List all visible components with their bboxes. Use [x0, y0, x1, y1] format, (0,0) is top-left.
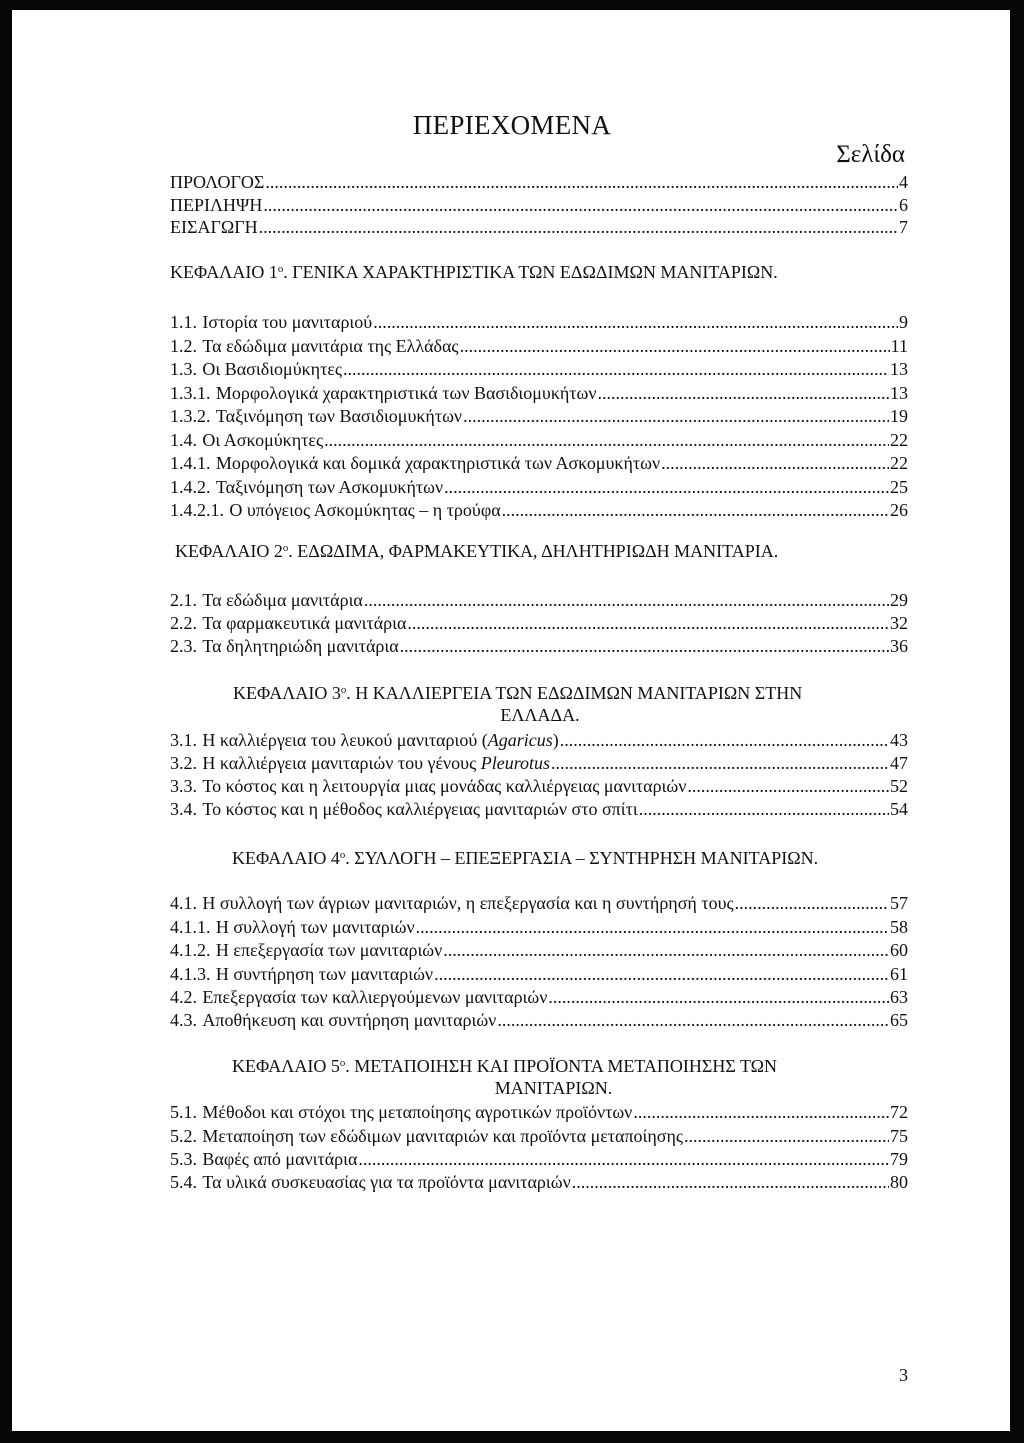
entry-page-number: 25 [890, 476, 908, 497]
entry-page-number: 60 [890, 940, 908, 961]
entry-title: Επεξεργασία των καλλιεργούμενων μανιταριών [202, 986, 548, 1007]
chapter-ordinal: ο [339, 848, 346, 861]
toc-entry [170, 1148, 908, 1171]
toc-entry [170, 775, 908, 798]
dot-leader [684, 1125, 889, 1148]
toc-entry [170, 405, 908, 429]
chapter-ordinal: ο [340, 684, 347, 697]
entry-title: Βαφές από μανιτάρια [202, 1148, 358, 1169]
entry-text [170, 452, 660, 476]
toc-entry [170, 452, 908, 476]
entry-page-number: 54 [890, 798, 908, 819]
toc-entry [170, 358, 908, 382]
chapter-label: ΚΕΦΑΛΑΙΟ 4 [232, 847, 340, 868]
chapter-heading [170, 261, 778, 284]
entry-title: Μέθοδοι και στόχοι της μεταποίησης αγροτικών προϊόντων [202, 1102, 633, 1123]
toc-entry [170, 939, 908, 962]
entry-text [170, 963, 433, 986]
chapter-section-list [170, 1101, 908, 1194]
entry-number: 4.1. [170, 893, 197, 914]
entry-text [170, 892, 734, 915]
toc-entry [170, 1101, 908, 1124]
dot-leader [400, 635, 889, 658]
chapter-heading-continued: ΜΑΝΙΤΑΡΙΩΝ. [494, 1078, 613, 1098]
entry-number: 4.2. [170, 986, 197, 1007]
entry-text [170, 429, 323, 453]
entry-number: 1.3.1. [170, 382, 211, 403]
toc-entry [170, 635, 908, 658]
entry-text [170, 1125, 683, 1148]
entry-number: 1.2. [170, 335, 197, 356]
entry-page-number: 19 [890, 406, 908, 426]
chapter-heading [232, 1055, 777, 1077]
entry-page-number: 32 [890, 612, 908, 633]
entry-title: Η συλλογή των μανιταριών [215, 916, 415, 937]
entry-page-number: 7 [899, 217, 908, 237]
entry-number: 5.3. [170, 1148, 197, 1169]
dot-leader [633, 1101, 889, 1124]
entry-title: Ο υπόγειος Ασκομύκητας – η τρούφα [229, 500, 501, 520]
chapter-ordinal: ο [277, 262, 284, 275]
toc-entry [170, 1125, 908, 1148]
dot-leader [263, 194, 898, 217]
entry-page-number: 11 [890, 335, 908, 356]
dot-leader [443, 939, 889, 962]
entry-title: Μορφολογικά και δομικά χαρακτηριστικά των Ασκομυκήτων [215, 453, 661, 473]
entry-title: Οι Βασιδιομύκητες [202, 359, 343, 379]
toc-entry [170, 729, 908, 752]
dot-leader [598, 382, 889, 406]
entry-number: 1.3.2. [170, 406, 211, 426]
entry-page-number: 79 [890, 1148, 908, 1169]
dot-leader [343, 358, 889, 382]
entry-text [170, 335, 459, 359]
entry-number: 3.3. [170, 775, 197, 796]
entry-number: 1.3. [170, 359, 197, 379]
entry-title: Τα φαρμακευτικά μανιτάρια [202, 612, 407, 633]
entry-title: ΕΙΣΑΓΩΓΗ [170, 217, 258, 237]
toc-entry [170, 216, 908, 239]
entry-number: 4.3. [170, 1010, 197, 1031]
entry-text [170, 382, 597, 406]
entry-title: ΠΕΡΙΛΗΨΗ [170, 194, 263, 215]
entry-text [170, 635, 399, 658]
entry-title: Τα υλικά συσκευασίας για τα προϊόντα μανιταριών [202, 1172, 571, 1193]
entry-page-number: 26 [890, 500, 908, 520]
chapter-heading-continued: ΕΛΛΑΔΑ. [500, 705, 580, 725]
dot-leader [444, 476, 889, 500]
entry-number: 1.4. [170, 429, 197, 450]
chapter-title: . Η ΚΑΛΛΙΕΡΓΕΙΑ ΤΩΝ ΕΔΩΔΙΜΩΝ ΜΑΝΙΤΑΡΙΩΝ ΣΤΗΝ [346, 683, 803, 703]
entry-page-number: 29 [890, 589, 908, 610]
chapter-label: ΚΕΦΑΛΑΙΟ 5 [232, 1056, 340, 1076]
entry-number: 1.4.2. [170, 476, 211, 497]
entry-text [170, 405, 462, 429]
entry-number: 4.1.2. [170, 940, 211, 961]
dot-leader [548, 986, 889, 1009]
entry-text [170, 589, 363, 612]
entry-page-number: 36 [890, 635, 908, 656]
dot-leader [259, 216, 898, 239]
entry-title: Η επεξεργασία των μανιταριών [215, 940, 443, 961]
dot-leader [463, 405, 889, 429]
entry-page-number: 6 [899, 194, 908, 215]
entry-number: 2.3. [170, 635, 197, 656]
toc-entry [170, 752, 908, 775]
entry-text [170, 752, 550, 775]
entry-page-number: 72 [890, 1102, 908, 1123]
dot-leader [687, 775, 889, 798]
entry-title: Μεταποίηση των εδώδιμων μανιταριών και προϊόντα μεταποίησης [202, 1125, 684, 1146]
entry-page-number: 22 [890, 453, 908, 473]
toc-entry [170, 589, 908, 612]
chapter-section-list [170, 892, 908, 1032]
entry-page-number: 80 [890, 1172, 908, 1193]
dot-leader [661, 452, 889, 476]
entry-title: Το κόστος και η μέθοδος καλλιέργειας μανιταριών στο σπίτι [202, 798, 638, 819]
entry-page-number: 52 [890, 775, 908, 796]
chapter-section-list [170, 589, 908, 658]
entry-number: 5.1. [170, 1102, 197, 1123]
dot-leader [572, 1171, 889, 1194]
entry-text [170, 986, 547, 1009]
chapter-ordinal: ο [339, 1057, 346, 1070]
entry-title: ΠΡΟΛΟΓΟΣ [170, 172, 265, 192]
entry-number: 4.1.3. [170, 963, 211, 984]
toc-entry [170, 311, 908, 335]
toc-entry [170, 986, 908, 1009]
entry-title: Μορφολογικά χαρακτηριστικά των Βασιδιομυκήτων [215, 382, 597, 403]
entry-text [170, 775, 686, 798]
chapter-label: ΚΕΦΑΛΑΙΟ 3 [233, 683, 341, 703]
entry-number: 1.4.2.1. [170, 500, 224, 520]
entry-text [170, 798, 638, 821]
chapter-title: . ΓΕΝΙΚΑ ΧΑΡΑΚΤΗΡΙΣΤΙΚΑ ΤΩΝ ΕΔΩΔΙΜΩΝ ΜΑΝΙΤΑΡΙΩΝ. [283, 261, 778, 282]
entry-page-number: 13 [890, 382, 908, 403]
entry-page-number: 43 [890, 729, 908, 750]
entry-title-italic: Pleurotus [480, 752, 551, 773]
dot-leader [358, 1148, 889, 1171]
toc-entry [170, 171, 908, 194]
page-title: ΠΕΡΙΕΧΟΜΕΝΑ [412, 110, 612, 140]
entry-title: Ταξινόμηση των Ασκομυκήτων [215, 476, 444, 497]
front-matter-list [170, 171, 908, 239]
entry-number: 1.4.1. [170, 453, 211, 473]
toc-entry [170, 194, 908, 217]
entry-number: 3.2. [170, 752, 197, 773]
toc-entry [170, 916, 908, 939]
entry-title: Ταξινόμηση των Βασιδιομυκήτων [215, 406, 463, 426]
toc-entry [170, 1009, 908, 1032]
entry-number: 5.4. [170, 1172, 197, 1193]
entry-title: Ιστορία του μανιταριού [202, 312, 373, 332]
entry-page-number: 63 [890, 986, 908, 1007]
entry-text [170, 1148, 357, 1171]
entry-text [170, 1171, 571, 1194]
entry-text [170, 499, 501, 523]
dot-leader [364, 589, 889, 612]
toc-entry [170, 963, 908, 986]
dot-leader [265, 171, 898, 194]
toc-entry [170, 612, 908, 635]
entry-page-number: 9 [899, 312, 908, 332]
chapter-title: . ΕΔΩΔΙΜΑ, ΦΑΡΜΑΚΕΥΤΙΚΑ, ΔΗΛΗΤΗΡΙΩΔΗ ΜΑΝΙΤΑΡΙΑ. [288, 540, 779, 561]
chapter-heading [175, 540, 778, 563]
entry-page-number: 13 [890, 359, 908, 379]
entry-text [170, 311, 372, 335]
entry-title: Τα εδώδιμα μανιτάρια της Ελλάδας [202, 335, 459, 356]
page-number: 3 [899, 1365, 908, 1385]
entry-page-number: 4 [899, 172, 908, 192]
dot-leader [551, 752, 889, 775]
entry-text [170, 1101, 632, 1124]
entry-number: 2.1. [170, 589, 197, 610]
dot-leader [460, 335, 890, 359]
dot-leader [735, 892, 889, 915]
dot-leader [324, 429, 889, 453]
chapter-label: ΚΕΦΑΛΑΙΟ 1 [170, 261, 278, 282]
toc-entry [170, 476, 908, 500]
dot-leader [434, 963, 889, 986]
toc-entry [170, 429, 908, 453]
entry-number: 3.1. [170, 729, 197, 750]
toc-entry [170, 1171, 908, 1194]
entry-page-number: 61 [890, 963, 908, 984]
entry-title-suffix: ) [552, 729, 559, 750]
dot-leader [497, 1009, 889, 1032]
entry-page-number: 75 [890, 1125, 908, 1146]
entry-page-number: 22 [890, 429, 908, 450]
entry-title: Οι Ασκομύκητες [202, 429, 324, 450]
toc-entry [170, 892, 908, 915]
entry-title: Η καλλιέργεια μανιταριών του γένους [202, 752, 481, 773]
dot-leader [639, 798, 889, 821]
entry-text [170, 916, 415, 939]
entry-number: 2.2. [170, 612, 197, 633]
toc-entry [170, 499, 908, 523]
chapter-title: . ΣΥΛΛΟΓΗ – ΕΠΕΞΕΡΓΑΣΙΑ – ΣΥΝΤΗΡΗΣΗ ΜΑΝΙΤΑΡΙΩΝ. [345, 847, 819, 868]
entry-title: Η συλλογή των άγριων μανιταριών, η επεξεργασία και η συντήρησή τους [202, 893, 734, 914]
toc-entry [170, 382, 908, 406]
chapter-label: ΚΕΦΑΛΑΙΟ 2 [175, 540, 283, 561]
chapter-heading [233, 682, 802, 704]
dot-leader [560, 729, 889, 752]
entry-page-number: 47 [890, 752, 908, 773]
entry-title: Η καλλιέργεια του λευκού μανιταριού ( [202, 729, 488, 750]
entry-page-number: 58 [890, 916, 908, 937]
chapter-title: . ΜΕΤΑΠΟΙΗΣΗ ΚΑΙ ΠΡΟΪΟΝΤΑ ΜΕΤΑΠΟΙΗΣΗΣ ΤΩΝ [345, 1056, 778, 1076]
entry-title-italic: Agaricus [487, 729, 553, 750]
entry-text [170, 476, 443, 500]
chapter-ordinal: ο [282, 541, 289, 554]
entry-number: 5.2. [170, 1125, 197, 1146]
entry-text [170, 358, 342, 382]
entry-title: Τα εδώδιμα μανιτάρια [202, 589, 363, 610]
dot-leader [416, 916, 889, 939]
entry-number: 1.1. [170, 312, 197, 332]
entry-page-number: 65 [890, 1010, 908, 1031]
toc-entry [170, 798, 908, 821]
chapter-section-list [170, 729, 908, 821]
dot-leader [407, 612, 889, 635]
entry-text [170, 939, 442, 962]
entry-title: Η συντήρηση των μανιταριών [215, 963, 434, 984]
chapter-section-list [170, 311, 908, 523]
entry-text [170, 729, 559, 752]
chapter-heading [232, 847, 818, 870]
toc-entry [170, 335, 908, 359]
entry-title: Τα δηλητηριώδη μανιτάρια [202, 635, 399, 656]
entry-page-number: 57 [890, 893, 908, 914]
entry-text [170, 1009, 496, 1032]
entry-title: Το κόστος και η λειτουργία μιας μονάδας καλλιέργειας μανιταριών [202, 775, 687, 796]
entry-number: 4.1.1. [170, 916, 211, 937]
page-column-label: Σελίδα [836, 141, 905, 168]
entry-number: 3.4. [170, 798, 197, 819]
dot-leader [373, 311, 898, 335]
entry-text [170, 612, 406, 635]
dot-leader [502, 499, 889, 523]
entry-title: Αποθήκευση και συντήρηση μανιταριών [202, 1010, 497, 1031]
